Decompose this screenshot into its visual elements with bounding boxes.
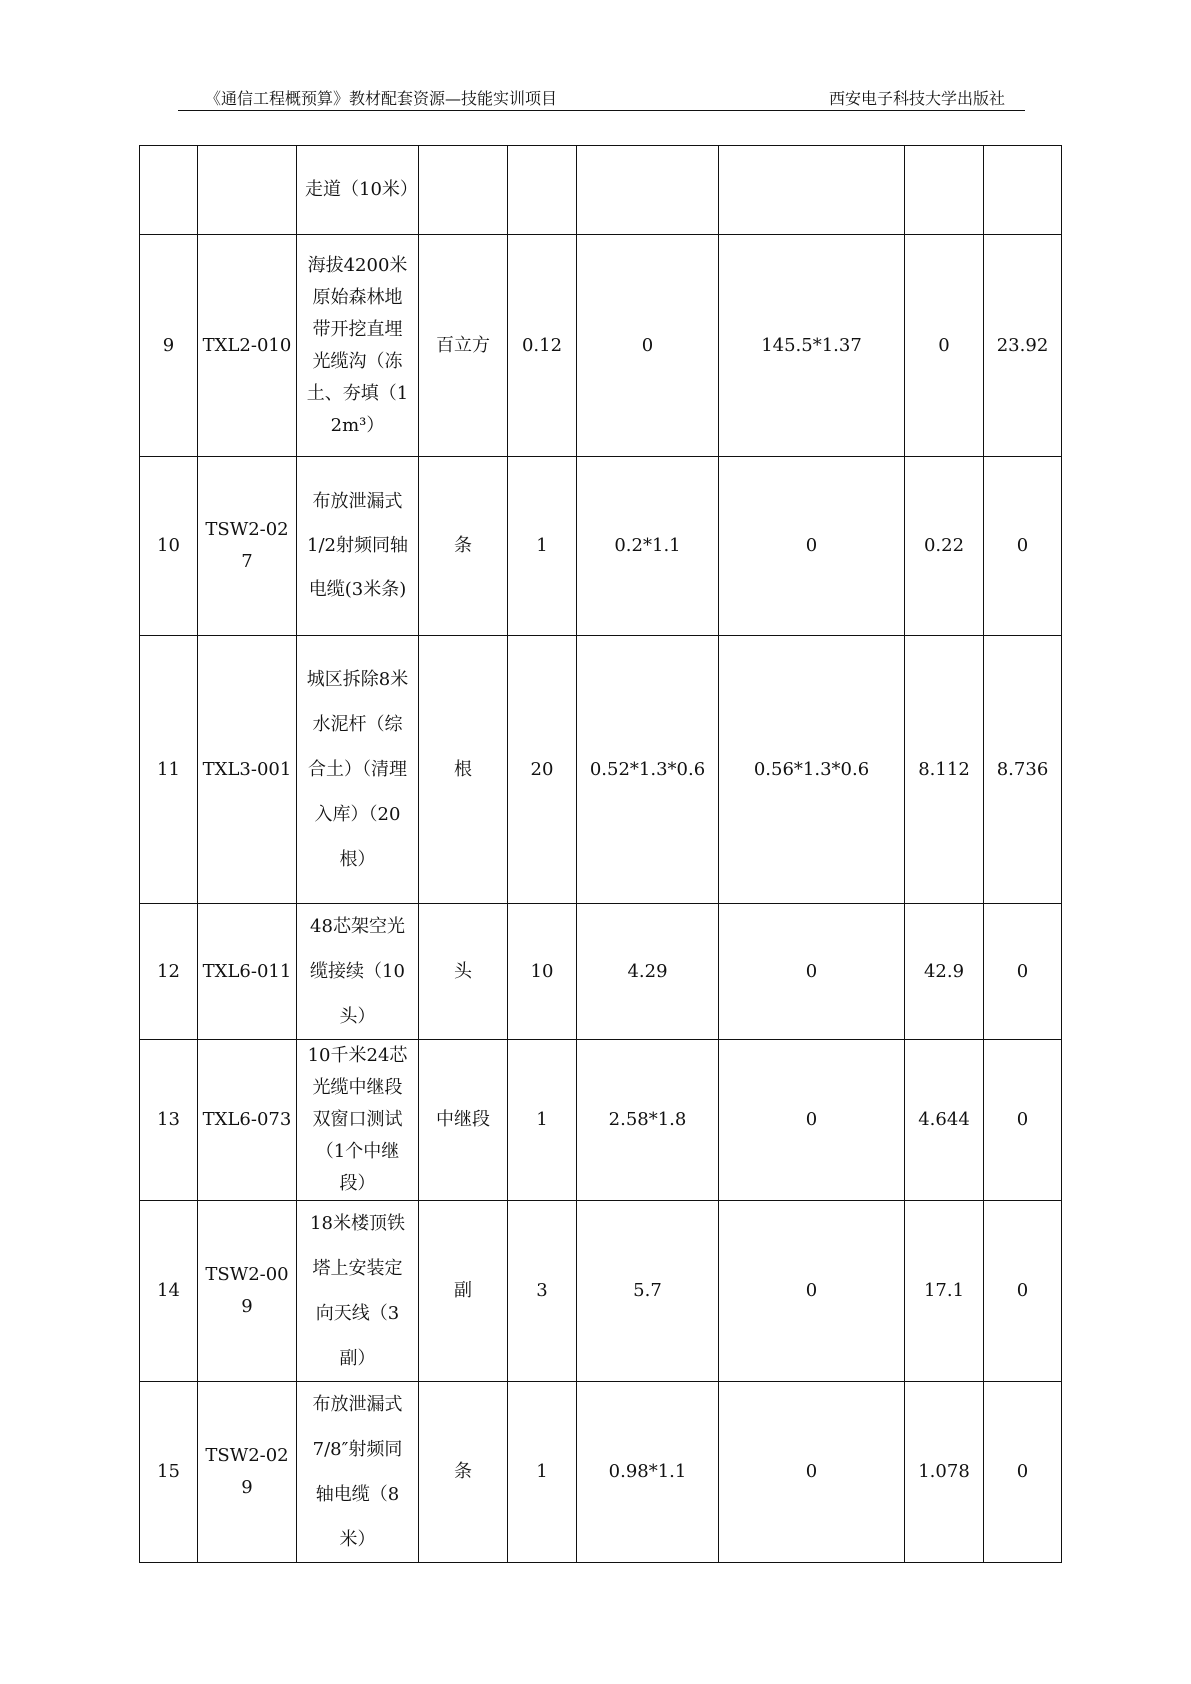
cell-c7: 0 bbox=[719, 1382, 905, 1563]
cell-c7: 0 bbox=[719, 457, 905, 636]
cell-qty: 20 bbox=[508, 636, 577, 904]
cell-unit: 百立方 bbox=[419, 235, 508, 457]
cell-c7: 0 bbox=[719, 1201, 905, 1382]
cell-c9: 0 bbox=[984, 457, 1062, 636]
cell-c9: 0 bbox=[984, 1382, 1062, 1563]
cell-unit: 条 bbox=[419, 1382, 508, 1563]
cell-code: TSW2-009 bbox=[198, 1201, 297, 1382]
cell-c9: 8.736 bbox=[984, 636, 1062, 904]
cell-no: 10 bbox=[140, 457, 198, 636]
cell-no: 14 bbox=[140, 1201, 198, 1382]
cell-c7 bbox=[719, 146, 905, 235]
cell-code bbox=[198, 146, 297, 235]
cell-c6: 2.58*1.8 bbox=[577, 1040, 719, 1201]
cell-c7: 145.5*1.37 bbox=[719, 235, 905, 457]
cell-name: 城区拆除8米水泥杆（综合土）（清理入库）（20根） bbox=[297, 636, 419, 904]
cell-qty: 3 bbox=[508, 1201, 577, 1382]
cell-name: 海拔4200米原始森林地带开挖直埋光缆沟（冻土、夯填（12m³） bbox=[297, 235, 419, 457]
cell-name: 10千米24芯光缆中继段双窗口测试（1个中继段） bbox=[297, 1040, 419, 1201]
cell-qty: 1 bbox=[508, 1040, 577, 1201]
cell-c6: 5.7 bbox=[577, 1201, 719, 1382]
cell-qty: 1 bbox=[508, 457, 577, 636]
cell-unit: 根 bbox=[419, 636, 508, 904]
table-row bbox=[140, 904, 1062, 1040]
header-right-text: 西安电子科技大学出版社 bbox=[828, 89, 1005, 108]
cell-c6: 0.52*1.3*0.6 bbox=[577, 636, 719, 904]
cell-no: 15 bbox=[140, 1382, 198, 1563]
cell-no bbox=[140, 146, 198, 235]
table-row bbox=[140, 636, 1062, 904]
cell-c9: 0 bbox=[984, 1201, 1062, 1382]
table-row bbox=[140, 235, 1062, 457]
cell-qty: 0.12 bbox=[508, 235, 577, 457]
cell-code: TXL3-001 bbox=[198, 636, 297, 904]
cell-c8: 42.9 bbox=[905, 904, 984, 1040]
cell-code: TXL6-073 bbox=[198, 1040, 297, 1201]
cell-c8: 0 bbox=[905, 235, 984, 457]
table-row bbox=[140, 457, 1062, 636]
cell-c9 bbox=[984, 146, 1062, 235]
cell-c6 bbox=[577, 146, 719, 235]
cell-c8 bbox=[905, 146, 984, 235]
cell-qty: 1 bbox=[508, 1382, 577, 1563]
cell-unit: 头 bbox=[419, 904, 508, 1040]
cell-unit: 条 bbox=[419, 457, 508, 636]
cell-name: 18米楼顶铁塔上安装定向天线（3副） bbox=[297, 1201, 419, 1382]
cell-c8: 0.22 bbox=[905, 457, 984, 636]
cell-c9: 0 bbox=[984, 1040, 1062, 1201]
cell-no: 12 bbox=[140, 904, 198, 1040]
cell-qty: 10 bbox=[508, 904, 577, 1040]
cell-name: 布放泄漏式7/8″射频同轴电缆（8米） bbox=[297, 1382, 419, 1563]
cell-qty bbox=[508, 146, 577, 235]
cell-no: 9 bbox=[140, 235, 198, 457]
cell-c8: 1.078 bbox=[905, 1382, 984, 1563]
cell-name: 走道（10米） bbox=[297, 146, 419, 235]
cell-c7: 0 bbox=[719, 904, 905, 1040]
cell-code: TXL6-011 bbox=[198, 904, 297, 1040]
cell-unit bbox=[419, 146, 508, 235]
cell-unit: 中继段 bbox=[419, 1040, 508, 1201]
cell-unit: 副 bbox=[419, 1201, 508, 1382]
cell-c6: 0 bbox=[577, 235, 719, 457]
cell-c9: 23.92 bbox=[984, 235, 1062, 457]
cell-c7: 0 bbox=[719, 1040, 905, 1201]
table-row bbox=[140, 1382, 1062, 1563]
cell-c8: 8.112 bbox=[905, 636, 984, 904]
table-row bbox=[140, 146, 1062, 235]
cell-code: TXL2-010 bbox=[198, 235, 297, 457]
cell-code: TSW2-027 bbox=[198, 457, 297, 636]
page-header bbox=[178, 84, 1025, 111]
cell-c6: 4.29 bbox=[577, 904, 719, 1040]
cell-c8: 17.1 bbox=[905, 1201, 984, 1382]
header-left-text: 《通信工程概预算》教材配套资源—技能实训项目 bbox=[205, 89, 558, 108]
budget-table bbox=[139, 145, 1062, 1563]
cell-c6: 0.98*1.1 bbox=[577, 1382, 719, 1563]
cell-no: 11 bbox=[140, 636, 198, 904]
cell-c6: 0.2*1.1 bbox=[577, 457, 719, 636]
cell-name: 48芯架空光缆接续（10头） bbox=[297, 904, 419, 1040]
cell-name: 布放泄漏式1/2射频同轴电缆(3米条) bbox=[297, 457, 419, 636]
cell-c7: 0.56*1.3*0.6 bbox=[719, 636, 905, 904]
table-row bbox=[140, 1040, 1062, 1201]
cell-c8: 4.644 bbox=[905, 1040, 984, 1201]
cell-no: 13 bbox=[140, 1040, 198, 1201]
cell-c9: 0 bbox=[984, 904, 1062, 1040]
cell-code: TSW2-029 bbox=[198, 1382, 297, 1563]
table-row bbox=[140, 1201, 1062, 1382]
